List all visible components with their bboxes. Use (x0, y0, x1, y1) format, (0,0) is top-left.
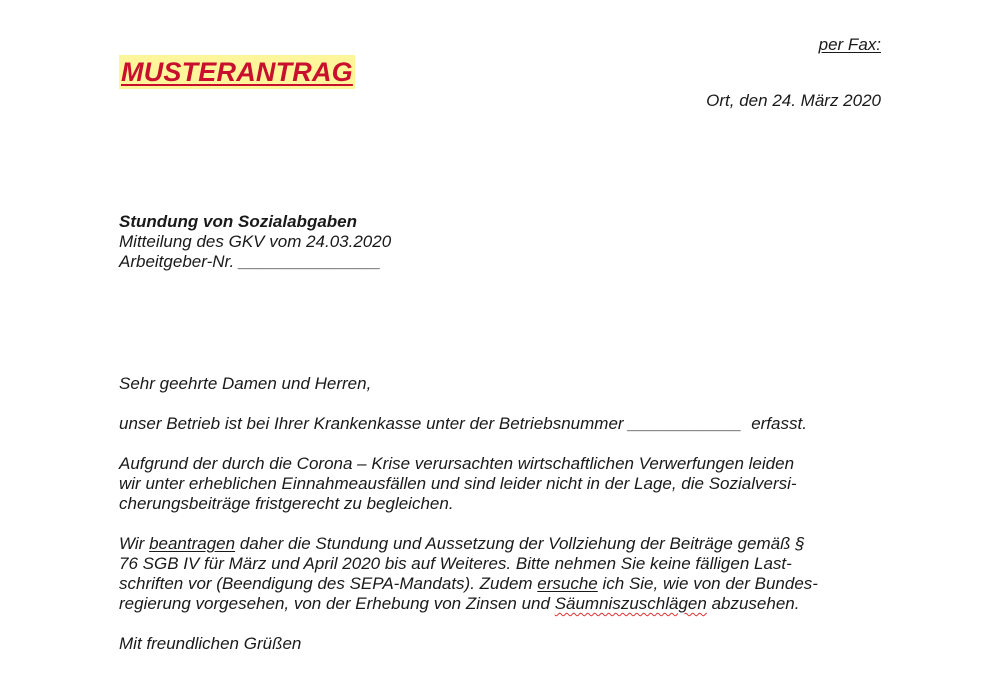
paragraph-company: unser Betrieb ist bei Ihrer Krankenkasse unter der Betriebsnummer ____________ erfasst. (119, 414, 807, 433)
paragraph-line: Aufgrund der durch die Corona – Krise verursachten wirtschaftlichen Verwerfungen leiden (119, 454, 795, 473)
paragraph-line: wir unter erheblichen Einnahmeausfällen und sind leider nicht in der Lage, die Sozialversi- (119, 474, 797, 493)
paragraph-line: schriften vor (Beendigung des SEPA-Mandats). Zudem ersuche ich Sie, wie von der Bundes- (119, 574, 818, 593)
paragraph-line: cherungsbeiträge fristgerecht zu begleichen. (119, 494, 454, 513)
fax-label: per Fax: (818, 35, 881, 54)
date-line: Ort, den 24. März 2020 (706, 91, 881, 110)
document-title: MUSTERANTRAG (121, 56, 353, 87)
subject-block (119, 212, 391, 272)
spellcheck-flagged-word: Säumniszuschlägen (554, 594, 707, 613)
underlined-word: ersuche (537, 574, 598, 593)
paragraph-request (119, 534, 879, 614)
subject-reference: Mitteilung des GKV vom 24.03.2020 (119, 232, 392, 251)
paragraph-line: regierung vorgesehen, von der Erhebung von Zinsen und Säumniszuschlägen abzusehen. (119, 594, 800, 613)
letter-body (119, 374, 879, 654)
title-highlight (119, 55, 355, 89)
paragraph-line: Wir beantragen daher die Stundung und Aussetzung der Vollziehung der Beiträge gemäß § (119, 534, 805, 553)
paragraph-reason (119, 454, 879, 514)
subject-title: Stundung von Sozialabgaben (119, 212, 357, 231)
salutation: Sehr geehrte Damen und Herren, (119, 374, 372, 393)
underlined-word: beantragen (149, 534, 236, 553)
employer-number-line: Arbeitgeber-Nr. _______________ (119, 252, 381, 271)
paragraph-line: 76 SGB IV für März und April 2020 bis auf Weiteres. Bitte nehmen Sie keine fälligen Last- (119, 554, 792, 573)
closing: Mit freundlichen Grüßen (119, 634, 302, 653)
